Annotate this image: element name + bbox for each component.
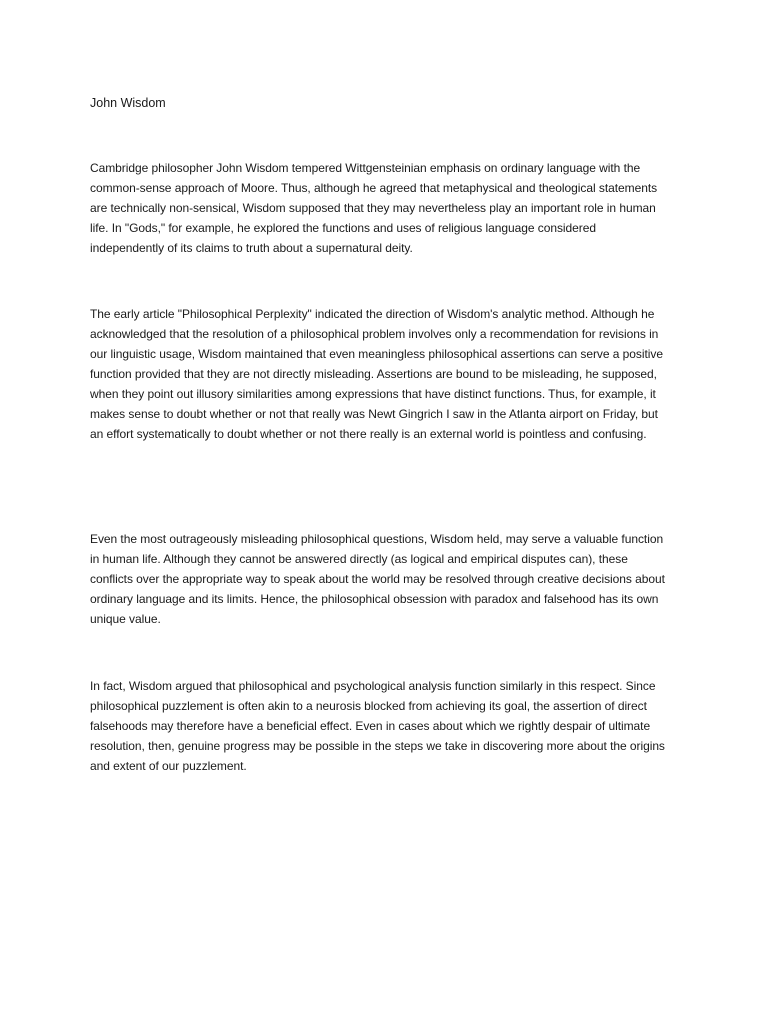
paragraph-misleading-questions: Even the most outrageously misleading philosophical questions, Wisdom held, may serve a valuable function in human life. Although they cannot be answered directly (as logical and empirical disputes can), these conflicts over the appropriate way to speak about the world may be resolved through creative decisions about ordinary language and its limits. Hence, the philosophical obsession with paradox and falsehood has its own unique value. <box>90 532 665 626</box>
paragraph-cambridge-philosopher: Cambridge philosopher John Wisdom tempered Wittgensteinian emphasis on ordinary language with the common-sense approach of Moore. Thus, although he agreed that metaphysical and theological statements are technically non-sensical, Wisdom supposed that they may nevertheless play an important role in human life. In "Gods," for example, he explored the functions and uses of religious language considered independently of its claims to truth about a supernatural deity. <box>90 161 658 255</box>
document-title: John Wisdom <box>90 96 166 110</box>
paragraph-psychological-analysis: In fact, Wisdom argued that philosophical and psychological analysis function similarly in this respect. Since philosophical puzzlement is often akin to a neurosis blocked from achieving its goal, the assertion of direct falsehoods may therefore have a beneficial effect. Even in cases about which we rightly despair of ultimate resolution, then, genuine progress may be possible in the steps we take in discovering more about the origins and extent of our puzzlement. <box>90 679 665 773</box>
paragraph-philosophical-perplexity: The early article "Philosophical Perplexity" indicated the direction of Wisdom's analytic method. Although he acknowledged that the resolution of a philosophical problem involves only a recommendation for revisions in our linguistic usage, Wisdom maintained that even meaningless philosophical assertions can serve a positive function provided that they are not directly misleading. Assertions are bound to be misleading, he supposed, when they point out illusory similarities among expressions that have distinct functions. Thus, for example, it makes sense to doubt whether or not that really was Newt Gingrich I saw in the Atlanta airport on Friday, but an effort systematically to doubt whether or not there really is an external world is pointless and confusing. <box>90 307 663 441</box>
